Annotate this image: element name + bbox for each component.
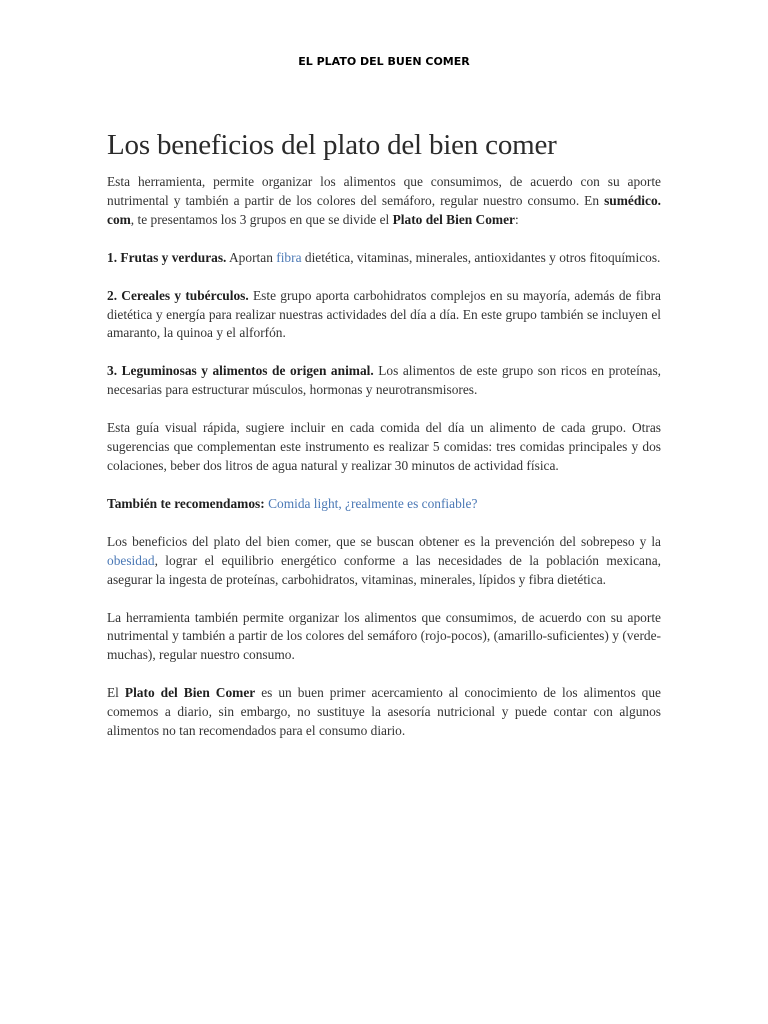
intro-text: , te presentamos los 3 grupos en que se divide el [130,211,393,227]
group-2-paragraph [107,287,661,344]
guide-paragraph: Esta guía visual rápida, sugiere incluir en cada comida del día un alimento de cada grupo. Otras sugerencias que complementan este instrumento es realizar 5 comidas: tres comidas principales y dos colaciones, beber dos litros de agua natural y realizar 30 minutos de actividad física. [107,420,661,473]
article-body [107,126,661,760]
tool-paragraph: La herramienta también permite organizar los alimentos que consumimos, de acuerdo con su aporte nutrimental y también a partir de los colores del semáforo (rojo-pocos), (amarillo-suficientes) y (verde-muchas), regular nuestro consumo. [107,609,661,663]
site-name: sumédico. com [107,192,661,227]
recommend-paragraph [107,495,661,514]
closing-paragraph [107,684,661,741]
group-2-heading: 2. Cereales y tubérculos. [107,287,249,303]
group-1-paragraph [107,249,661,268]
fibra-link[interactable]: fibra [276,249,302,265]
recommend-label: También te recomendamos: [107,495,265,511]
obesidad-link[interactable]: obesidad [107,552,155,568]
closing-text: es un buen primer acercamiento al conocimiento de los alimentos que comemos a diario, sin embargo, no sustituye la asesoría nutricional y puede contar con algunos alimentos no tan recomendados para el consumo diario. [107,685,662,739]
group-3-paragraph [107,362,661,400]
group-3-heading: 3. Leguminosas y alimentos de origen animal. [107,363,374,379]
group-1-text: Aportan [226,249,277,265]
intro-text: : [514,211,519,227]
closing-text: El [107,685,125,701]
document-header: EL PLATO DEL BUEN COMER [298,55,470,68]
intro-paragraph [107,173,661,230]
group-1-heading: 1. Frutas y verduras. [107,249,227,265]
recommended-article-link[interactable]: Comida light, ¿realmente es confiable? [268,495,478,511]
group-2-text: Este grupo aporta carbohidratos complejos en su mayoría, además de fibra dietética y energía para realizar nuestras actividades del día a día. En este grupo también se incluyen el amaranto, la quinoa y el alforfón. [107,287,661,341]
plate-name: Plato del Bien Comer [392,211,515,227]
benefits-text: , lograr el equilibrio energético conforme a las necesidades de la población mexicana, asegurar la ingesta de proteínas, carbohidratos, vitaminas, minerales, lípidos y fibra dietética. [107,552,661,587]
group-1-text: dietética, vitaminas, minerales, antioxidantes y otros fitoquímicos. [301,249,661,265]
benefits-paragraph [107,533,661,590]
benefits-text: Los beneficios del plato del bien comer, que se buscan obtener es la prevención del sobrepeso y la [107,533,661,549]
article-title: Los beneficios del plato del bien comer [107,129,557,161]
plate-name: Plato del Bien Comer [124,685,256,701]
intro-text: Esta herramienta, permite organizar los alimentos que consumimos, de acuerdo con su aporte nutrimental y también a partir de los colores del semáforo, regular nuestro consumo. En [107,174,661,208]
group-3-text: Los alimentos de este grupo son ricos en proteínas, necesarias para estructurar músculos, hormonas y neurotransmisores. [107,363,662,398]
